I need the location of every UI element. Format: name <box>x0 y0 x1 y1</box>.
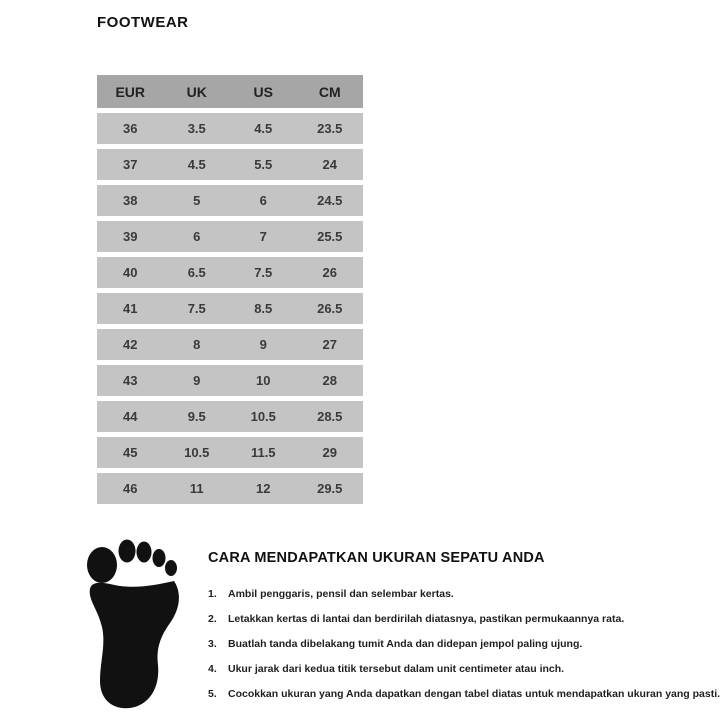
size-cell: 5.5 <box>254 157 273 172</box>
size-cell: 4.5 <box>254 121 273 136</box>
instructions-steps <box>208 588 721 700</box>
instruction-step <box>208 613 713 625</box>
instruction-step <box>208 663 713 675</box>
size-cell: 11.5 <box>250 445 276 460</box>
instruction-step <box>208 688 721 700</box>
size-cell: 5 <box>193 193 201 208</box>
size-cell: 28.5 <box>317 409 343 424</box>
size-cell: 12 <box>256 481 271 496</box>
size-cell: 26 <box>322 265 337 280</box>
size-cell: 10.5 <box>250 409 276 424</box>
instructions-heading: CARA MENDAPATKAN UKURAN SEPATU ANDA <box>208 550 545 566</box>
size-cell: 39 <box>123 229 138 244</box>
instruction-step-text: Ambil penggaris, pensil dan selembar kertas. <box>228 588 454 600</box>
size-table-body <box>97 113 363 504</box>
size-cell: 29.5 <box>317 481 343 496</box>
size-cell: 29 <box>322 445 337 460</box>
size-row <box>97 329 363 360</box>
size-cell: 8 <box>193 337 201 352</box>
size-row <box>97 437 363 468</box>
size-row <box>97 401 363 432</box>
size-row <box>97 185 363 216</box>
size-cell: 27 <box>322 337 337 352</box>
size-cell: 11 <box>189 481 204 496</box>
size-cell: 44 <box>123 409 138 424</box>
instruction-step <box>208 638 713 650</box>
size-cell: 25.5 <box>317 229 343 244</box>
size-cell: 24 <box>322 157 337 172</box>
size-table <box>97 75 363 509</box>
size-cell: 43 <box>123 373 138 388</box>
size-table-header-row <box>97 75 363 108</box>
size-cell: 3.5 <box>187 121 206 136</box>
size-cell: 41 <box>123 301 138 316</box>
size-column-header: US <box>253 83 273 100</box>
size-column-header: CM <box>318 83 341 100</box>
size-column-header: UK <box>186 83 207 100</box>
size-cell: 8.5 <box>254 301 273 316</box>
size-cell: 10.5 <box>184 445 210 460</box>
instructions-section <box>208 550 721 713</box>
size-cell: 42 <box>123 337 138 352</box>
instruction-step-text: Ukur jarak dari kedua titik tersebut dalam unit centimeter atau inch. <box>228 663 565 675</box>
instruction-step-text: Cocokkan ukuran yang Anda dapatkan dengan tabel diatas untuk mendapatkan ukuran yang pasti. <box>228 688 721 700</box>
size-cell: 24.5 <box>317 193 343 208</box>
left-footprint-icon <box>78 536 190 718</box>
size-cell: 37 <box>123 157 138 172</box>
size-cell: 40 <box>123 265 138 280</box>
size-cell: 9 <box>193 373 201 388</box>
size-row <box>97 113 363 144</box>
size-cell: 26.5 <box>317 301 343 316</box>
size-cell: 4.5 <box>187 157 206 172</box>
instruction-step-number: 3. <box>208 638 217 650</box>
size-row <box>97 365 363 396</box>
size-cell: 6 <box>259 193 267 208</box>
size-row <box>97 221 363 252</box>
page-title: FOOTWEAR <box>97 14 189 31</box>
size-cell: 10 <box>256 373 271 388</box>
size-cell: 7 <box>259 229 267 244</box>
instruction-step-number: 2. <box>208 613 217 625</box>
size-cell: 38 <box>123 193 138 208</box>
instruction-step-text: Letakkan kertas di lantai dan berdirilah diatasnya, pastikan permukaannya rata. <box>228 613 625 625</box>
size-row <box>97 293 363 324</box>
size-cell: 7.5 <box>254 265 273 280</box>
instruction-step <box>208 588 713 600</box>
size-cell: 9.5 <box>187 409 206 424</box>
instruction-step-number: 1. <box>208 588 217 600</box>
size-row <box>97 257 363 288</box>
size-cell: 45 <box>123 445 138 460</box>
size-row <box>97 149 363 180</box>
size-cell: 36 <box>123 121 138 136</box>
footprint-illustration <box>78 536 190 718</box>
size-cell: 9 <box>259 337 267 352</box>
size-cell: 46 <box>123 481 138 496</box>
size-column-header: EUR <box>115 83 146 100</box>
size-cell: 23.5 <box>317 121 343 136</box>
size-cell: 28 <box>322 373 337 388</box>
instruction-step-number: 5. <box>208 688 217 700</box>
instruction-step-number: 4. <box>208 663 217 675</box>
instruction-step-text: Buatlah tanda dibelakang tumit Anda dan didepan jempol paling ujung. <box>228 638 583 650</box>
size-row <box>97 473 363 504</box>
size-cell: 6 <box>193 229 201 244</box>
size-cell: 7.5 <box>187 301 206 316</box>
size-cell: 6.5 <box>187 265 206 280</box>
